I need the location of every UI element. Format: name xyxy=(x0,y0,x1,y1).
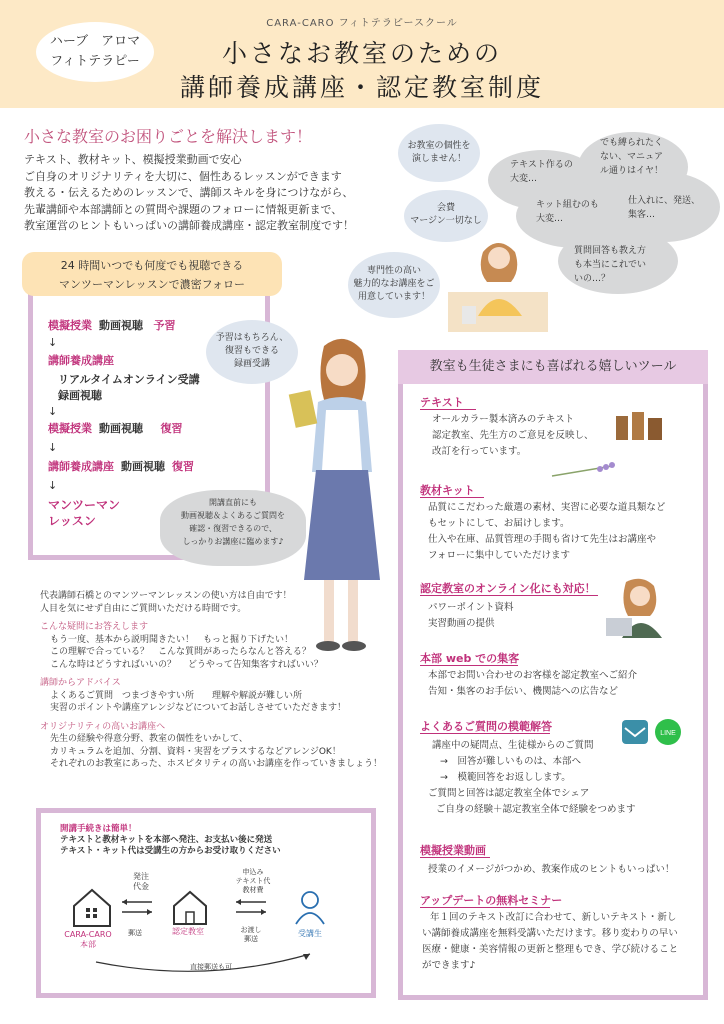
page-title-line1: 小さなお教室のための xyxy=(221,39,502,68)
tool-faq-body: 講座中の疑問点、生徒様からのご質問 → 回答が難しいものは、本部へ → 模範回答をお返しします。 ご質問と回答は認定教室全体でシェア ご自身の経験＋認定教室全体で経験をつめます xyxy=(428,740,636,815)
flow-step-2: 講師養成講座 xyxy=(48,354,114,367)
bubble-individuality xyxy=(398,124,480,182)
exchange-arrows-icon xyxy=(122,899,152,915)
flow-step-2-sub1: リアルタイムオンライン受講 xyxy=(58,373,200,386)
intro-line: ご自身のオリジナリティを大切に、個性あるレッスンができます xyxy=(24,169,342,183)
procedure-title: 開講手続きは簡単！ xyxy=(60,824,137,834)
page-title-line2: 講師養成講座・認定教室制度 xyxy=(179,73,544,102)
tool-text-heading: テキスト xyxy=(420,396,464,409)
bubble-text: しっかりお講座に臨めます♪ xyxy=(182,537,284,546)
svg-text:LINE: LINE xyxy=(660,730,676,737)
tool-video-heading: 模擬授業動画 xyxy=(420,844,486,857)
bubble-text: 魅力的なお講座をご xyxy=(353,279,435,289)
tool-seminar-heading: アップデートの無料セミナー xyxy=(420,894,563,907)
follow-line1: 24 時間いつでも何度でも視聴できる xyxy=(60,259,244,272)
tool-kit-body: 品質にこだわった厳選の素材、実習に必要な道具類など もセットにして、お届けします。 仕入や在庫、品質管理の手間も省けて先生はお講座や フォローに集中していただけます xyxy=(428,502,666,561)
tools-title: 教室も生徒さまにも喜ばれる嬉しいツール xyxy=(398,350,708,384)
teacher-at-desk-illustration xyxy=(448,232,548,332)
faq-icons xyxy=(620,716,684,750)
student-person-icon xyxy=(296,892,324,924)
lead-heading: 小さな教室のお困りごとを解決します！ xyxy=(24,127,313,146)
tool-web-body: 本部でお問い合わせのお客様を認定教室へご紹介 告知・集客のお手伝い、機関誌への広告など xyxy=(428,670,638,697)
flow-arrow: ↓ xyxy=(48,479,58,492)
notes-line: 代表講師石橋とのマンツーマンレッスンの使い方は自由です！ xyxy=(40,591,292,601)
badge-line1: ハーブ アロマ xyxy=(49,34,141,49)
direct-ship-label: 直接郵送も可 xyxy=(190,963,232,971)
classroom-house-icon xyxy=(174,892,206,924)
hq-label: CARA-CARO 本部 xyxy=(64,930,112,949)
brand-name: CARA-CARO フィトテラピースクール xyxy=(266,18,458,29)
intro-line: 教室運営のヒントもいっぱいの講師養成講座・認定教室制度です！ xyxy=(24,219,354,232)
tool-faq-heading: よくあるご質問の模範解答 xyxy=(420,720,552,733)
tool-online-heading: 認定教室のオンライン化にも対応！ xyxy=(420,582,596,595)
bubble-text: 予習はもちろん、 xyxy=(215,333,289,343)
tool-web-heading: 本部 web での集客 xyxy=(420,652,520,665)
notes-line: こんな時はどうすればいいの？ どうやって告知集客すればいい？ xyxy=(50,659,323,670)
intro-line: 教える・伝えるためのレッスンで、講師スキルを身につけながら、 xyxy=(24,186,354,199)
notes-line: それぞれのお教室にあった、ホスピタリティの高いお講座を作っていきましょう！ xyxy=(50,759,383,769)
tool-seminar-body: 年１回のテキスト改訂に合わせて、新しいテキスト・新し い講師養成講座を無料受講いただけます。移り変わりの早い 医療・健康・美容情報の更新と整理もでき、学び続けること ができます♪ xyxy=(422,912,679,971)
intro-line: テキスト、教材キット、模擬授業動画で安心 xyxy=(24,153,242,166)
bubble-text: マージン一切なし xyxy=(410,216,482,226)
flow-step-1: 模擬授業 動画視聴 予習 xyxy=(48,319,176,332)
exchange-arrows-icon xyxy=(236,899,266,915)
line-app-icon xyxy=(655,719,681,745)
bubble-text: お教室の個性を xyxy=(407,141,471,151)
flow-arrow: ↓ xyxy=(48,441,58,454)
notes-heading: 講師からアドバイス xyxy=(40,678,121,688)
aroma-bottles-illustration xyxy=(610,404,670,444)
flow-step-5a: マンツーマン xyxy=(48,498,121,512)
procedure-heading xyxy=(60,824,281,857)
lesson-notes xyxy=(40,590,400,771)
notes-line: カリキュラムを追加、分割、資料・実習をプラスするなどアレンジOK！ xyxy=(50,746,341,757)
procedure-line: テキスト・キット代は受講生の方からお受け取りください xyxy=(60,846,281,856)
online-teacher-illustration xyxy=(606,578,676,640)
flow-step-5b: レッスン xyxy=(48,514,96,528)
bubble-text: 演しません！ xyxy=(411,154,466,164)
notes-line: もう一度、基本から説明聞きたい！ もっと掘り下げたい！ xyxy=(50,634,294,645)
worry-purchase: 仕入れに、発送、 集客… xyxy=(628,196,701,220)
notes-line: よくあるご質問 つまづきやすい所 理解や解説が難しい所 xyxy=(50,690,303,701)
order-label: 発注 代金 xyxy=(133,872,149,891)
bubble-text: 専門性の高い xyxy=(366,266,421,276)
notes-heading: こんな疑問にお答えします xyxy=(40,622,149,632)
worry-text: テキスト作るの 大変… xyxy=(510,160,573,184)
notes-line: 実習のポイントや講座アレンジなどについてお話しさせていただきます！ xyxy=(50,703,347,713)
worry-manual: でも縛られたく ない、マニュア ル通りはイヤ！ xyxy=(600,138,664,176)
tool-kit-heading: 教材キット xyxy=(420,484,475,497)
bubble-review xyxy=(206,320,298,384)
worry-questions: 質問回答も教え方 も本当にこれでい いの…？ xyxy=(574,246,647,284)
bubble-text: 復習もできる xyxy=(224,346,279,356)
flow-step-2-sub2: 録画視聴 xyxy=(58,389,102,402)
flow-arrow: ↓ xyxy=(48,336,58,349)
tool-text-body: オールカラー製本済みのテキスト 認定教室、先生方のご意見を反映し、 改訂を行っています。 xyxy=(432,414,594,457)
student-label: 受講生 xyxy=(298,929,322,938)
flow-step-3: 模擬授業 動画視聴 復習 xyxy=(48,422,183,435)
hq-house-icon xyxy=(74,890,110,926)
ship-label: 郵送 xyxy=(128,929,142,937)
worry-kit: キット組むのも 大変… xyxy=(536,200,599,224)
tool-video-body: 授業のイメージがつかめ、教案作成のヒントもいっぱい！ xyxy=(428,864,675,875)
handover-label: お渡し 郵送 xyxy=(240,926,262,943)
tool-online-body: パワーポイント資料 実習動画の提供 xyxy=(428,602,514,629)
follow-band xyxy=(22,252,282,296)
notes-heading: オリジナリティの高いお講座へ xyxy=(40,721,166,732)
procedure-line: テキストと教材キットを本部へ発注、お支払い後に発送 xyxy=(60,835,273,845)
notes-line: 先生の経験や得意分野、教室の個性をいかして、 xyxy=(50,734,248,744)
badge-line2: フィトテラピー xyxy=(50,54,140,69)
notes-line: 人目を気にせず自由にご質問いただける時間です。 xyxy=(40,603,247,614)
bubble-text: 用意しています！ xyxy=(357,292,430,302)
follow-line2: マンツーマンレッスンで濃密フォロー xyxy=(58,278,246,291)
bubble-before-class xyxy=(160,484,306,568)
lavender-illustration xyxy=(552,460,622,480)
intro-line: 先輩講師や本部講師との質問や課題のフォローに情報更新まで、 xyxy=(24,202,343,216)
intro-text xyxy=(24,152,404,235)
classroom-label: 認定教室 xyxy=(172,927,204,936)
apply-label: 申込み テキスト代 教材費 xyxy=(235,868,271,894)
bubble-text: 録画受講 xyxy=(233,359,270,369)
bubble-professional xyxy=(348,252,440,318)
flow-arrow: ↓ xyxy=(48,405,58,418)
bubble-text: 開講直前にも xyxy=(209,498,257,507)
bubble-text: 動画視聴＆よくあるご質問を xyxy=(181,511,285,520)
bubble-text: 確認・復習できるので、 xyxy=(189,524,277,533)
bubble-text: 会費 xyxy=(436,203,455,213)
flow-step-4: 講師養成講座 動画視聴 復習 xyxy=(48,460,194,473)
mail-icon xyxy=(622,720,648,744)
notes-line: この理解で合っている？ こんな質問があったらなんと答える？ xyxy=(50,647,311,657)
